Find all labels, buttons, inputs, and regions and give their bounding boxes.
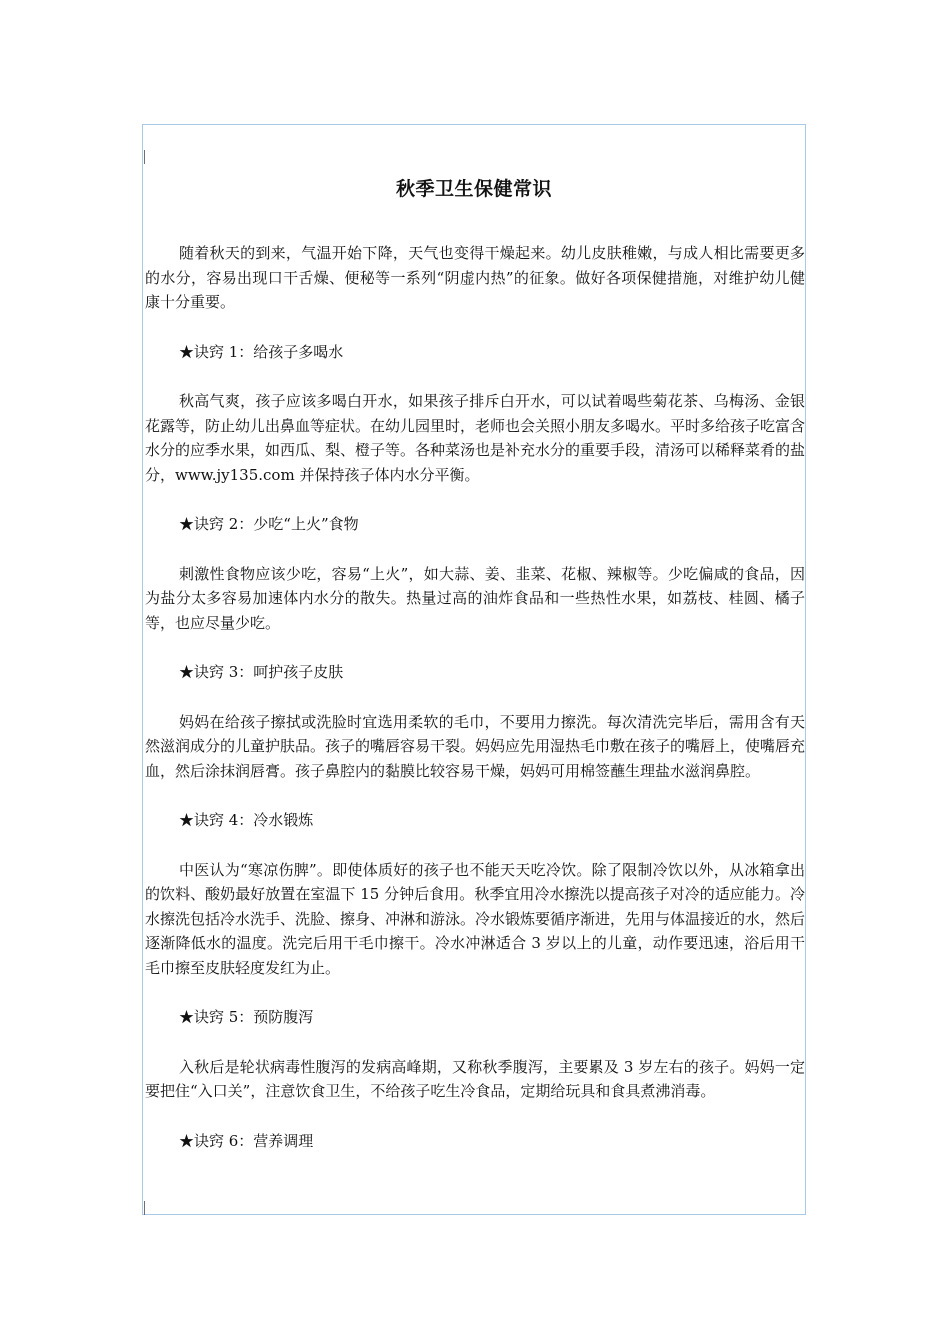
tip-5-body: 入秋后是轮状病毒性腹泻的发病高峰期，又称秋季腹泻，主要累及 3 岁左右的孩子。妈妈一定要把住“入口关”，注意饮食卫生，不给孩子吃生冷食品，定期给玩具和食具煮沸消毒。: [145, 1057, 805, 1100]
tip-3-body: 妈妈在给孩子擦拭或洗脸时宜选用柔软的毛巾，不要用力擦洗。每次清洗完毕后，需用含有天然滋润成分的儿童护肤品。孩子的嘴唇容易干裂。妈妈应先用湿热毛巾敷在孩子的嘴唇上，使嘴唇充血，然后涂抹润唇膏。孩子鼻腔内的黏膜比较容易干燥，妈妈可用棉签蘸生理盐水滋润鼻腔。: [145, 712, 806, 780]
tip-2-body: 刺激性食物应该少吃，容易“上火”，如大蒜、姜、韭菜、花椒、辣椒等。少吃偏咸的食品，因为盐分太多容易加速体内水分的散失。热量过高的油炸食品和一些热性水果，如荔枝、桂圆、橘子等，也应尽量少吃。: [145, 564, 805, 632]
document-frame: [142, 124, 806, 1215]
intro-paragraph: 随着秋天的到来，气温开始下降，天气也变得干燥起来。幼儿皮肤稚嫩，与成人相比需要更多的水分，容易出现口干舌燥、便秘等一系列“阴虚内热”的征象。做好各项保健措施，对维护幼儿健康十分重要。: [145, 244, 805, 311]
tip-1-body: 秋高气爽，孩子应该多喝白开水，如果孩子排斥白开水，可以试着喝些菊花茶、乌梅汤、金银花露等，防止幼儿出鼻血等症状。在幼儿园里时，老师也会关照小朋友多喝水。平时多给孩子吃富含水分的应季水果，如西瓜、梨、橙子等。各种菜汤也是补充水分的重要手段，清汤可以稀释菜肴的盐分，www.jy135.com 并保持孩子体内水分平衡。: [145, 392, 806, 484]
tip-4-body: 中医认为“寒凉伤脾”。即使体质好的孩子也不能天天吃冷饮。除了限制冷饮以外，从冰箱拿出的饮料、酸奶最好放置在室温下 15 分钟后食用。秋季宜用冷水擦洗以提高孩子对冷的适应能力。冷水擦洗包括冷水洗手、洗脸、擦身、冲淋和游泳。冷水锻炼要循序渐进，先用与体温接近的水，然后逐渐降低水的温度。洗完后用干毛巾擦干。冷水冲淋适合 3 岁以上的儿童，动作要迅速，浴后用干毛巾擦至皮肤轻度发红为止。: [145, 860, 806, 977]
tip-2-heading: ★诀窍 2：少吃“上火”食物: [179, 515, 359, 533]
article-body: [145, 241, 805, 1153]
tip-3-heading: ★诀窍 3：呵护孩子皮肤: [179, 663, 344, 681]
tip-5-heading: ★诀窍 5：预防腹泻: [179, 1008, 314, 1026]
tip-4-heading: ★诀窍 4：冷水锻炼: [179, 811, 314, 829]
page-title: 秋季卫生保健常识: [395, 178, 552, 200]
tip-1-heading: ★诀窍 1：给孩子多喝水: [179, 342, 344, 361]
tip-6-heading: ★诀窍 6：营养调理: [179, 1131, 314, 1150]
frame-corner-mark-bottom: [144, 1201, 145, 1215]
